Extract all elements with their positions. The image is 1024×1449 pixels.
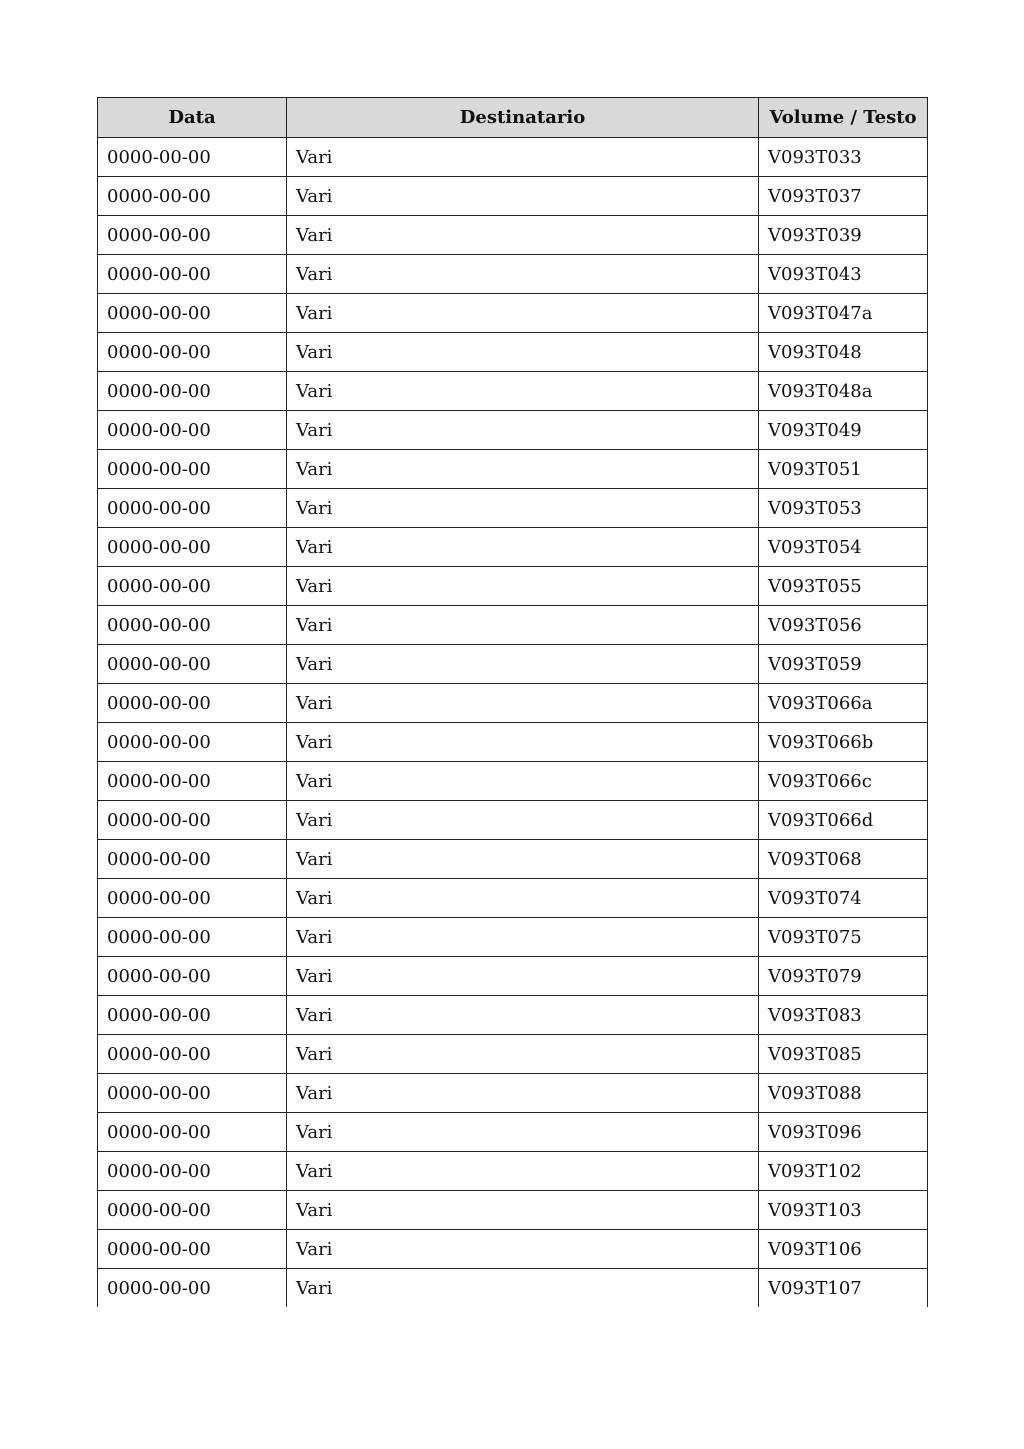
cell-volume-text: V093T075 (759, 918, 928, 957)
cell-date: 0000-00-00 (98, 1035, 287, 1074)
table-row (98, 879, 928, 918)
table-row (98, 645, 928, 684)
cell-volume-text: V093T054 (759, 528, 928, 567)
cell-recipient: Vari (287, 255, 759, 294)
cell-recipient: Vari (287, 801, 759, 840)
cell-date: 0000-00-00 (98, 372, 287, 411)
cell-recipient: Vari (287, 645, 759, 684)
cell-volume-text: V093T066c (759, 762, 928, 801)
table-row (98, 723, 928, 762)
cell-volume-text: V093T056 (759, 606, 928, 645)
column-header-date: Data (98, 98, 287, 138)
cell-date: 0000-00-00 (98, 957, 287, 996)
table-row (98, 762, 928, 801)
table-row (98, 1230, 928, 1269)
cell-volume-text: V093T096 (759, 1113, 928, 1152)
cell-recipient: Vari (287, 216, 759, 255)
cell-recipient: Vari (287, 333, 759, 372)
cell-date: 0000-00-00 (98, 840, 287, 879)
table-row (98, 840, 928, 879)
table-row (98, 372, 928, 411)
cell-recipient: Vari (287, 1269, 759, 1308)
cell-recipient: Vari (287, 1152, 759, 1191)
cell-date: 0000-00-00 (98, 723, 287, 762)
cell-recipient: Vari (287, 957, 759, 996)
cell-date: 0000-00-00 (98, 138, 287, 177)
cell-recipient: Vari (287, 138, 759, 177)
table-row (98, 1191, 928, 1230)
cell-date: 0000-00-00 (98, 1230, 287, 1269)
table-row (98, 1035, 928, 1074)
cell-date: 0000-00-00 (98, 1191, 287, 1230)
cell-date: 0000-00-00 (98, 411, 287, 450)
cell-volume-text: V093T047a (759, 294, 928, 333)
cell-volume-text: V093T088 (759, 1074, 928, 1113)
table-row (98, 1113, 928, 1152)
table-row (98, 1269, 928, 1308)
table-row (98, 255, 928, 294)
cell-volume-text: V093T043 (759, 255, 928, 294)
table-header (98, 98, 928, 138)
cell-recipient: Vari (287, 567, 759, 606)
cell-volume-text: V093T074 (759, 879, 928, 918)
cell-recipient: Vari (287, 1230, 759, 1269)
cell-volume-text: V093T066d (759, 801, 928, 840)
cell-date: 0000-00-00 (98, 762, 287, 801)
cell-recipient: Vari (287, 372, 759, 411)
cell-recipient: Vari (287, 879, 759, 918)
cell-recipient: Vari (287, 762, 759, 801)
header-row (98, 98, 928, 138)
cell-volume-text: V093T037 (759, 177, 928, 216)
table-row (98, 528, 928, 567)
cell-volume-text: V093T051 (759, 450, 928, 489)
cell-volume-text: V093T106 (759, 1230, 928, 1269)
cell-date: 0000-00-00 (98, 1152, 287, 1191)
table-row (98, 450, 928, 489)
table-row (98, 606, 928, 645)
cell-volume-text: V093T103 (759, 1191, 928, 1230)
table-row (98, 957, 928, 996)
cell-recipient: Vari (287, 294, 759, 333)
cell-date: 0000-00-00 (98, 450, 287, 489)
cell-recipient: Vari (287, 411, 759, 450)
column-header-recipient: Destinatario (287, 98, 759, 138)
cell-recipient: Vari (287, 684, 759, 723)
cell-date: 0000-00-00 (98, 216, 287, 255)
cell-recipient: Vari (287, 177, 759, 216)
cell-date: 0000-00-00 (98, 177, 287, 216)
cell-date: 0000-00-00 (98, 255, 287, 294)
cell-volume-text: V093T033 (759, 138, 928, 177)
cell-date: 0000-00-00 (98, 996, 287, 1035)
table-row (98, 333, 928, 372)
cell-volume-text: V093T066a (759, 684, 928, 723)
table-row (98, 216, 928, 255)
cell-volume-text: V093T102 (759, 1152, 928, 1191)
cell-volume-text: V093T068 (759, 840, 928, 879)
table-row (98, 918, 928, 957)
cell-recipient: Vari (287, 918, 759, 957)
table-row (98, 684, 928, 723)
table-row (98, 411, 928, 450)
cell-date: 0000-00-00 (98, 918, 287, 957)
cell-volume-text: V093T053 (759, 489, 928, 528)
table-row (98, 138, 928, 177)
table-row (98, 567, 928, 606)
cell-recipient: Vari (287, 606, 759, 645)
cell-volume-text: V093T048 (759, 333, 928, 372)
cell-volume-text: V093T079 (759, 957, 928, 996)
cell-recipient: Vari (287, 450, 759, 489)
cell-volume-text: V093T039 (759, 216, 928, 255)
letters-table (97, 97, 928, 1307)
cell-volume-text: V093T085 (759, 1035, 928, 1074)
table-row (98, 489, 928, 528)
cell-date: 0000-00-00 (98, 801, 287, 840)
cell-volume-text: V093T055 (759, 567, 928, 606)
cell-date: 0000-00-00 (98, 333, 287, 372)
cell-recipient: Vari (287, 723, 759, 762)
table-row (98, 801, 928, 840)
cell-date: 0000-00-00 (98, 567, 287, 606)
cell-recipient: Vari (287, 1035, 759, 1074)
cell-recipient: Vari (287, 528, 759, 567)
cell-recipient: Vari (287, 1191, 759, 1230)
cell-date: 0000-00-00 (98, 294, 287, 333)
table-row (98, 1152, 928, 1191)
cell-date: 0000-00-00 (98, 684, 287, 723)
cell-date: 0000-00-00 (98, 1269, 287, 1308)
cell-date: 0000-00-00 (98, 606, 287, 645)
cell-date: 0000-00-00 (98, 1074, 287, 1113)
table-row (98, 996, 928, 1035)
cell-volume-text: V093T066b (759, 723, 928, 762)
cell-recipient: Vari (287, 996, 759, 1035)
table-row (98, 294, 928, 333)
cell-volume-text: V093T059 (759, 645, 928, 684)
table-body (98, 138, 928, 1308)
cell-volume-text: V093T107 (759, 1269, 928, 1308)
cell-volume-text: V093T083 (759, 996, 928, 1035)
cell-date: 0000-00-00 (98, 489, 287, 528)
table-row (98, 1074, 928, 1113)
cell-date: 0000-00-00 (98, 1113, 287, 1152)
table-row (98, 177, 928, 216)
cell-date: 0000-00-00 (98, 528, 287, 567)
cell-volume-text: V093T048a (759, 372, 928, 411)
cell-date: 0000-00-00 (98, 645, 287, 684)
cell-recipient: Vari (287, 840, 759, 879)
column-header-volume-text: Volume / Testo (759, 98, 928, 138)
cell-recipient: Vari (287, 1113, 759, 1152)
cell-date: 0000-00-00 (98, 879, 287, 918)
cell-recipient: Vari (287, 1074, 759, 1113)
cell-volume-text: V093T049 (759, 411, 928, 450)
cell-recipient: Vari (287, 489, 759, 528)
